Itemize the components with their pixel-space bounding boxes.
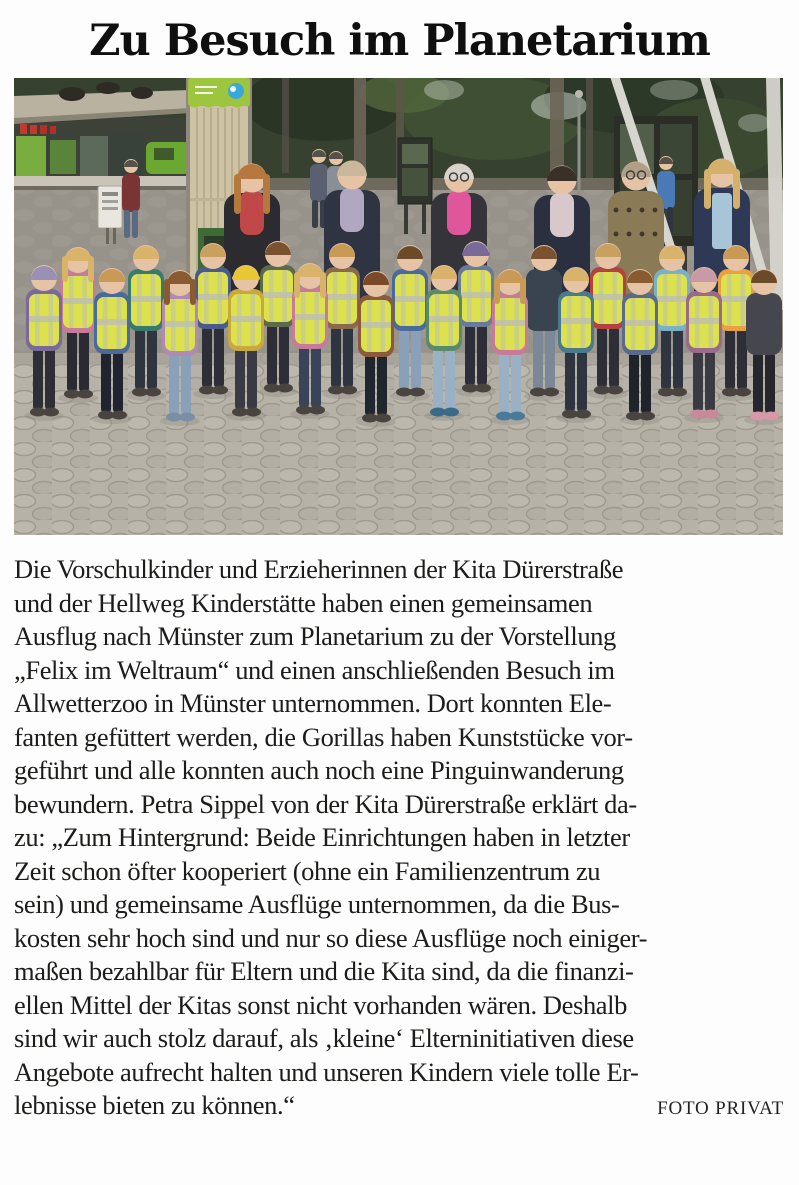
body-line (14, 587, 784, 621)
body-line (14, 989, 784, 1023)
body-line-text: Ausflug nach Münster zum Planetarium zu der Vorstellung (14, 621, 616, 651)
article-body (14, 553, 784, 1126)
body-line-text: fanten gefüttert werden, die Gorillas haben Kunststücke vor- (14, 721, 633, 752)
body-line (14, 888, 784, 922)
body-line-text: sind wir auch stolz darauf, als ‚kleine‘ Elterninitiativen diese (14, 1023, 634, 1053)
body-line-text: bewundern. Petra Sippel von der Kita Dürerstraße erklärt da- (14, 788, 637, 819)
body-line (14, 955, 784, 989)
body-line-text: sein) und gemeinsame Ausflüge unternommen, da die Bus- (14, 889, 620, 919)
body-line (14, 687, 784, 721)
body-line-text: lebnisse bieten zu können.“ (14, 1090, 295, 1120)
body-line-text: Allwetterzoo in Münster unternommen. Dort konnten Ele- (14, 688, 612, 718)
body-line (14, 721, 784, 755)
body-line (14, 1022, 784, 1056)
body-line-text: geführt und alle konnten auch noch eine Pinguinwanderung (14, 755, 624, 785)
body-line-text: Zeit schon öfter kooperiert (ohne ein Familienzentrum zu (14, 855, 601, 886)
article-photo (14, 78, 783, 535)
body-line (14, 788, 784, 822)
body-line (14, 855, 784, 889)
body-line (14, 553, 784, 587)
photo-scene (14, 78, 783, 535)
body-line-text: Die Vorschulkinder und Erzieherinnen der Kita Dürerstraße (14, 554, 624, 584)
body-line (14, 821, 784, 855)
body-line-text: kosten sehr hoch sind und nur so diese Ausflüge noch einiger- (14, 922, 648, 953)
body-line (14, 754, 784, 788)
body-line-text: und der Hellweg Kinderstätte haben einen gemeinsamen (14, 587, 593, 618)
body-line-text: ellen Mittel der Kitas sonst nicht vorhanden wären. Deshalb (14, 989, 627, 1020)
article-headline: Zu Besuch im Planetarium (89, 16, 710, 66)
body-line-text: „Felix im Weltraum“ und einen anschließenden Besuch im (14, 654, 615, 685)
body-line (14, 654, 784, 688)
photo-credit: FOTO PRIVAT (657, 1098, 784, 1119)
body-line (14, 922, 784, 956)
body-line (14, 1056, 784, 1090)
body-line (14, 620, 784, 654)
body-line (14, 1089, 784, 1126)
body-line-text: zu: „Zum Hintergrund: Beide Einrichtungen haben in letzter (14, 822, 630, 852)
body-line-text: Angebote aufrecht halten und unseren Kindern viele tolle Er- (14, 1056, 639, 1087)
body-line-text: maßen bezahlbar für Eltern und die Kita sind, da die finanzi- (14, 956, 634, 986)
